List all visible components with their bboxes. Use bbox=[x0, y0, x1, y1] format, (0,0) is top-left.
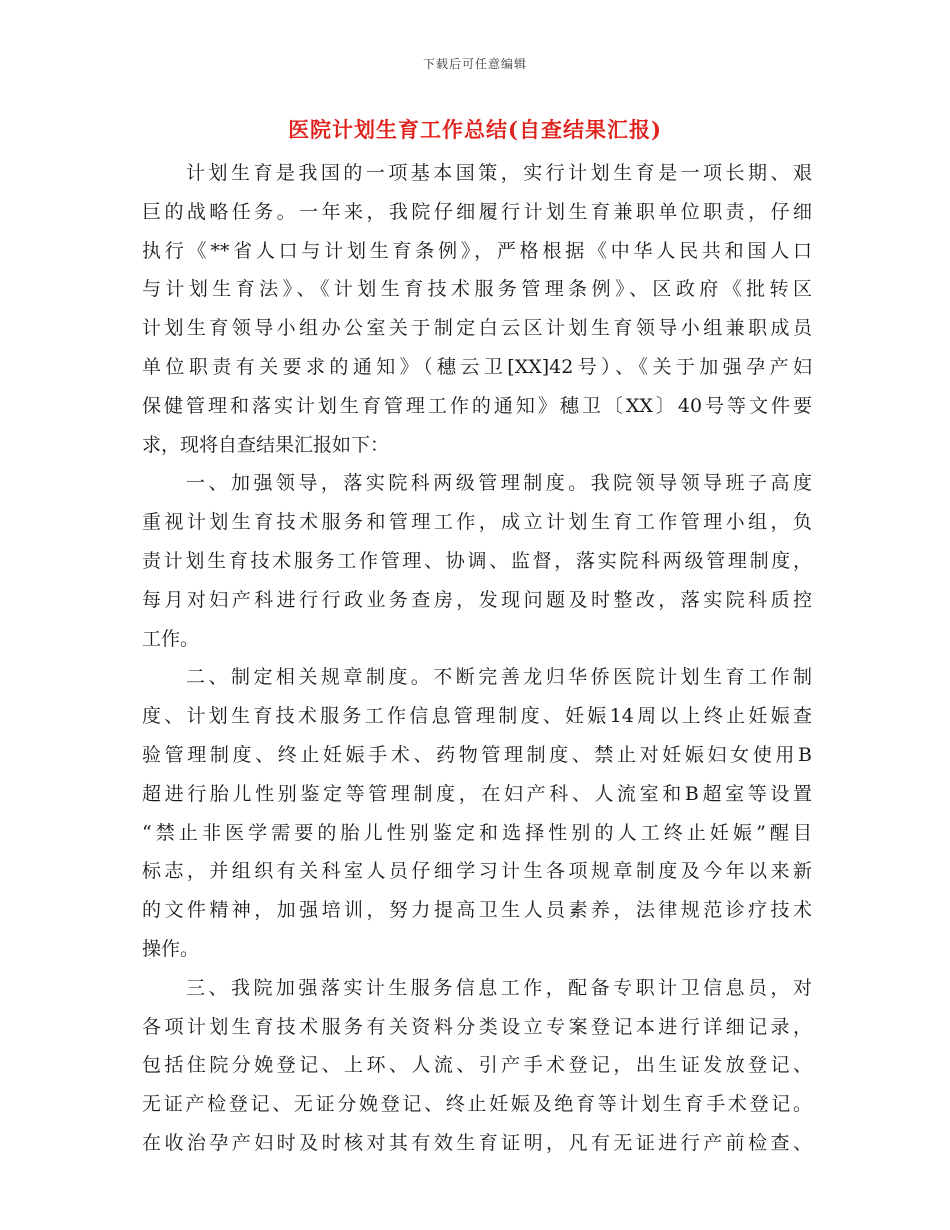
text-line: 无证产检登记、无证分娩登记、终止妊娠及绝育等计划生育手术登记。 bbox=[142, 1093, 812, 1116]
text-line: 单位职责有关要求的通知》（穗云卫[XX]42号）、《关于加强孕产妇 bbox=[142, 355, 812, 378]
text-line: 度、计划生育技术服务工作信息管理制度、妊娠14周以上终止妊娠查 bbox=[142, 705, 812, 728]
text-line: 操作。 bbox=[142, 937, 200, 960]
text-line: 三、我院加强落实计生服务信息工作，配备专职计卫信息员，对 bbox=[186, 976, 812, 999]
text-line: “禁止非医学需要的胎儿性别鉴定和选择性别的人工终止妊娠”醒目 bbox=[142, 821, 812, 844]
text-line: 求，现将自查结果汇报如下： bbox=[142, 433, 390, 456]
text-line: 一、加强领导，落实院科两级管理制度。我院领导领导班子高度 bbox=[186, 472, 812, 495]
document-title: 医院计划生育工作总结(自查结果汇报) bbox=[288, 117, 662, 142]
text-line: 在收治孕产妇时及时核对其有效生育证明，凡有无证进行产前检查、 bbox=[142, 1131, 812, 1154]
text-line: 保健管理和落实计划生育管理工作的通知》穗卫〔XX〕40号等文件要 bbox=[142, 394, 812, 417]
text-line: 巨的战略任务。一年来，我院仔细履行计划生育兼职单位职责，仔细 bbox=[142, 200, 812, 223]
paragraph-4 bbox=[142, 969, 812, 1163]
document-body bbox=[142, 154, 812, 1163]
page-header-note: 下载后可任意编辑 bbox=[422, 57, 527, 71]
text-line: 各项计划生育技术服务有关资料分类设立专案登记本进行详细记录， bbox=[142, 1015, 812, 1038]
text-line: 验管理制度、终止妊娠手术、药物管理制度、禁止对妊娠妇女使用B bbox=[142, 743, 812, 766]
text-line: 责计划生育技术服务工作管理、协调、监督，落实院科两级管理制度， bbox=[142, 549, 812, 572]
text-line: 计划生育领导小组办公室关于制定白云区计划生育领导小组兼职成员 bbox=[142, 317, 812, 340]
text-line: 计划生育是我国的一项基本国策，实行计划生育是一项长期、艰 bbox=[186, 162, 812, 184]
text-line: 每月对妇产科进行行政业务查房，发现问题及时整改，落实院科质控 bbox=[142, 588, 812, 611]
paragraph-3 bbox=[142, 658, 812, 968]
text-line: 工作。 bbox=[142, 627, 200, 650]
text-line: 与计划生育法》、《计划生育技术服务管理条例》、区政府《批转区 bbox=[142, 278, 812, 301]
text-line: 包括住院分娩登记、上环、人流、引产手术登记，出生证发放登记、 bbox=[142, 1054, 812, 1077]
text-line: 二、制定相关规章制度。不断完善龙归华侨医院计划生育工作制 bbox=[186, 666, 812, 689]
paragraph-1 bbox=[142, 154, 812, 464]
text-line: 执行《**省人口与计划生育条例》，严格根据《中华人民共和国人口 bbox=[142, 239, 812, 262]
text-line: 重视计划生育技术服务和管理工作，成立计划生育工作管理小组，负 bbox=[142, 511, 812, 534]
paragraph-2 bbox=[142, 464, 812, 658]
text-line: 超进行胎儿性别鉴定等管理制度，在妇产科、人流室和B超室等设置 bbox=[142, 782, 812, 805]
text-line: 标志，并组织有关科室人员仔细学习计生各项规章制度及今年以来新 bbox=[142, 860, 812, 883]
text-line: 的文件精神，加强培训，努力提高卫生人员素养，法律规范诊疗技术 bbox=[142, 899, 812, 922]
